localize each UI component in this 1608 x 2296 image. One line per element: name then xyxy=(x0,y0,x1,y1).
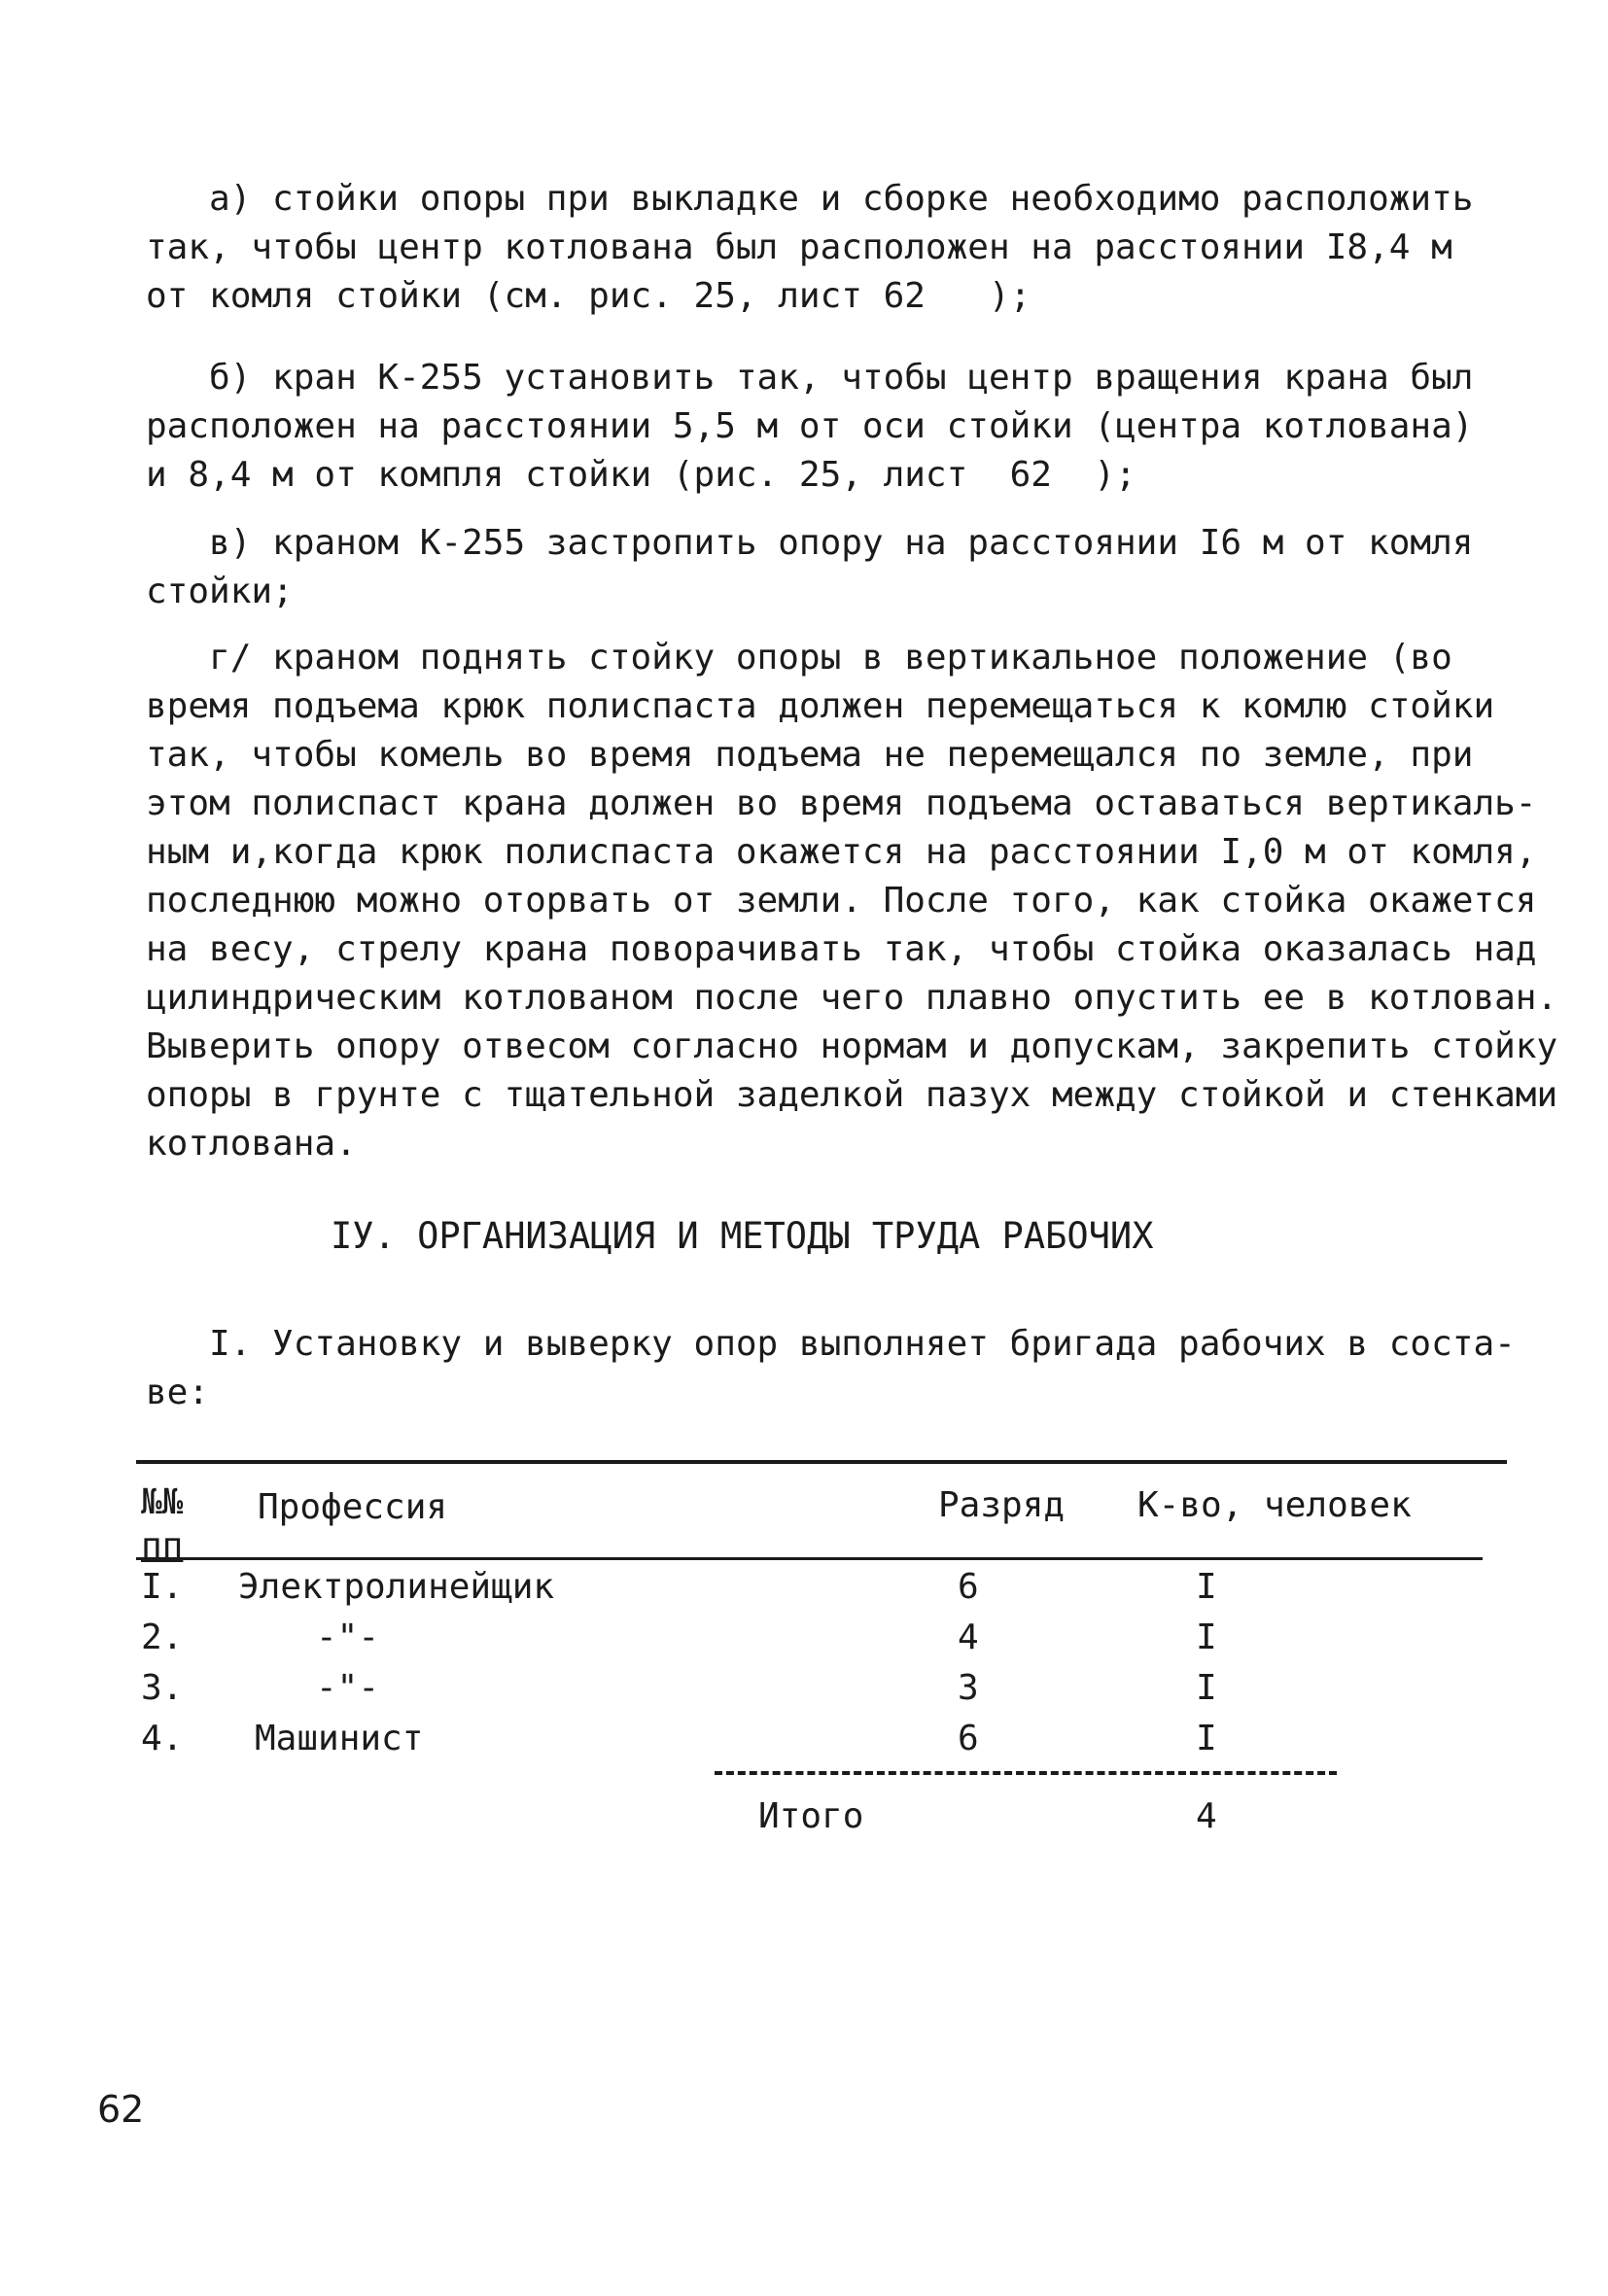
text-line: б) кран К-255 установить так, чтобы центр вращения крана был xyxy=(146,358,1474,398)
text-line: Выверить опору отвесом согласно нормам и допускам, закрепить стойку xyxy=(146,1026,1558,1066)
header-grade: Разряд xyxy=(938,1485,1066,1525)
row-count: I xyxy=(1196,1668,1217,1708)
text-line: в) краном К-255 застропить опору на расстоянии I6 м от комля xyxy=(146,523,1474,563)
text-line: и 8,4 м от компля стойки (рис. 25, лист 62 ); xyxy=(146,455,1136,495)
row-profession: Машинист xyxy=(255,1719,424,1758)
text-line: I. Установку и выверку опор выполняет бригада рабочих в соста- xyxy=(146,1324,1516,1364)
text-line: опоры в грунте с тщательной заделкой пазух между стойкой и стенками xyxy=(146,1075,1558,1115)
row-grade: 4 xyxy=(958,1618,979,1657)
section-title: IУ. ОРГАНИЗАЦИЯ И МЕТОДЫ ТРУДА РАБОЧИХ xyxy=(331,1215,1154,1257)
total-label: Итого xyxy=(758,1796,864,1836)
row-num: 4. xyxy=(141,1719,184,1758)
text-line: расположен на расстоянии 5,5 м от оси стойки (центра котлована) xyxy=(146,406,1474,446)
row-count: I xyxy=(1196,1618,1217,1657)
text-line: от комля стойки (см. рис. 25, лист 62 ); xyxy=(146,276,1031,316)
row-profession: -"- xyxy=(316,1668,380,1708)
page-number: 62 xyxy=(97,2088,145,2131)
text-line: ве: xyxy=(146,1373,210,1412)
intro-paragraph xyxy=(146,1320,1516,1417)
text-line: стойки; xyxy=(146,572,294,611)
text-line: а) стойки опоры при выкладке и сборке необходимо расположить xyxy=(146,179,1474,219)
text-line: котлована. xyxy=(146,1124,357,1164)
row-count: I xyxy=(1196,1567,1217,1607)
row-num: 2. xyxy=(141,1618,184,1657)
row-count: I xyxy=(1196,1719,1217,1758)
text-line: ным и,когда крюк полиспаста окажется на расстоянии I,0 м от комля, xyxy=(146,832,1537,872)
text-line: г/ краном поднять стойку опоры в вертикальное положение (во xyxy=(146,638,1452,678)
row-grade: 6 xyxy=(958,1567,979,1607)
text-line: так, чтобы комель во время подъема не перемещался по земле, при xyxy=(146,735,1474,775)
text-line: цилиндрическим котлованом после чего плавно опустить ее в котлован. xyxy=(146,978,1558,1018)
total-value: 4 xyxy=(1196,1796,1217,1836)
header-count: К-во, человек xyxy=(1137,1485,1412,1525)
paragraph-b xyxy=(146,354,1487,500)
header-num-sub: пп xyxy=(141,1526,184,1566)
table-header-rule xyxy=(136,1557,1483,1560)
row-profession: -"- xyxy=(316,1618,380,1657)
row-num: I. xyxy=(141,1567,184,1607)
header-profession: Профессия xyxy=(258,1487,448,1527)
text-line: этом полиспаст крана должен во время подъема оставаться вертикаль- xyxy=(146,783,1537,823)
text-line: время подъема крюк полиспаста должен перемещаться к комлю стойки xyxy=(146,686,1495,726)
paragraph-g xyxy=(146,634,1558,1168)
text-line: на весу, стрелу крана поворачивать так, чтобы стойка оказалась над xyxy=(146,929,1537,969)
total-dashed-rule xyxy=(715,1771,1337,1775)
header-num: №№ xyxy=(141,1482,184,1522)
table-top-rule xyxy=(136,1460,1507,1464)
text-line: так, чтобы центр котлована был расположен на расстоянии I8,4 м xyxy=(146,227,1452,267)
row-num: 3. xyxy=(141,1668,184,1708)
row-grade: 6 xyxy=(958,1719,979,1758)
row-profession: Электролинейщик xyxy=(238,1567,555,1607)
text-line: последнюю можно оторвать от земли. После того, как стойка окажется xyxy=(146,881,1537,921)
paragraph-a xyxy=(146,175,1487,321)
paragraph-v xyxy=(146,519,1487,616)
row-grade: 3 xyxy=(958,1668,979,1708)
